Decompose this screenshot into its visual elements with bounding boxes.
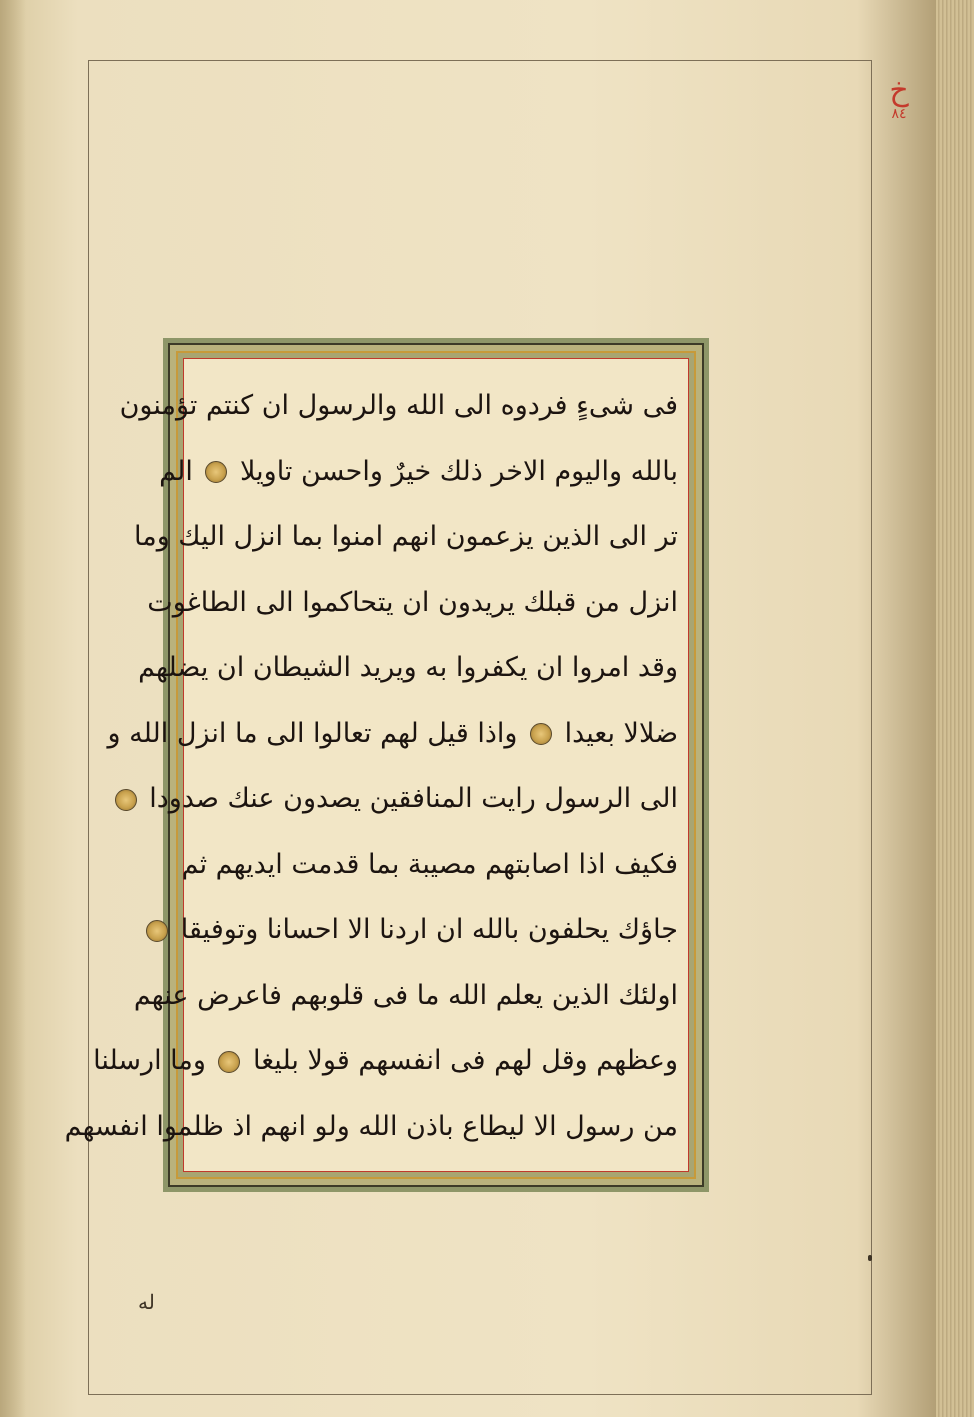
text-line: الى الرسول رايت المنافقين يصدون عنك صدودا <box>194 766 678 832</box>
illuminated-border-outer <box>64 343 704 1187</box>
folio-number: ٨٤ <box>891 106 907 122</box>
margin-dot <box>868 1255 872 1261</box>
text-line: وعظهم وقل لهم فى انفسهم قولا بليغا وما ارسلنا <box>93 1045 678 1076</box>
text-line: فكيف اذا اصابتهم مصيبة بما قدمت ايديهم ثم <box>181 848 678 880</box>
illuminated-border-inner <box>64 351 696 1179</box>
text-line: ضلالا بعيدا واذا قيل لهم تعالوا الى ما انزل الله و <box>107 717 678 749</box>
verse-marker-icon <box>218 1051 240 1073</box>
verse-marker-icon <box>530 723 552 745</box>
margin-note: ﻟﻪ <box>138 1290 155 1314</box>
text-line: من رسول الا ليطاع باذن الله ولو انهم اذ ظلموا انفسهم <box>64 1110 678 1142</box>
text-line: فى شىءٍ فردوه الى الله والرسول ان كنتم تؤمنون <box>119 390 678 421</box>
folio-letter: خ <box>889 73 909 108</box>
verse-marker-icon <box>205 461 227 483</box>
text-line: اولئك الذين يعلم الله ما فى قلوبهم فاعرض عنهم <box>133 979 678 1011</box>
page-edges <box>936 0 974 1417</box>
text-line: بالله واليوم الاخر ذلك خيرٌ واحسن تاويلا الم <box>159 455 678 487</box>
gutter-shadow <box>0 0 26 1417</box>
text-line: وقد امروا ان يكفروا به ويريد الشيطان ان يضلهم <box>138 652 678 683</box>
text-line: تر الى الذين يزعمون انهم امنوا بما انزل اليك وما <box>134 521 678 552</box>
text-block <box>64 358 689 1172</box>
verse-marker-icon <box>146 920 168 942</box>
text-panel <box>64 338 709 1192</box>
text-line: انزل من قبلك يريدون ان يتحاكموا الى الطاغوت <box>147 586 678 618</box>
verse-marker-icon <box>115 789 137 811</box>
text-line: جاؤك يحلفون بالله ان اردنا الا احسانا وتوفيقا <box>194 897 678 963</box>
